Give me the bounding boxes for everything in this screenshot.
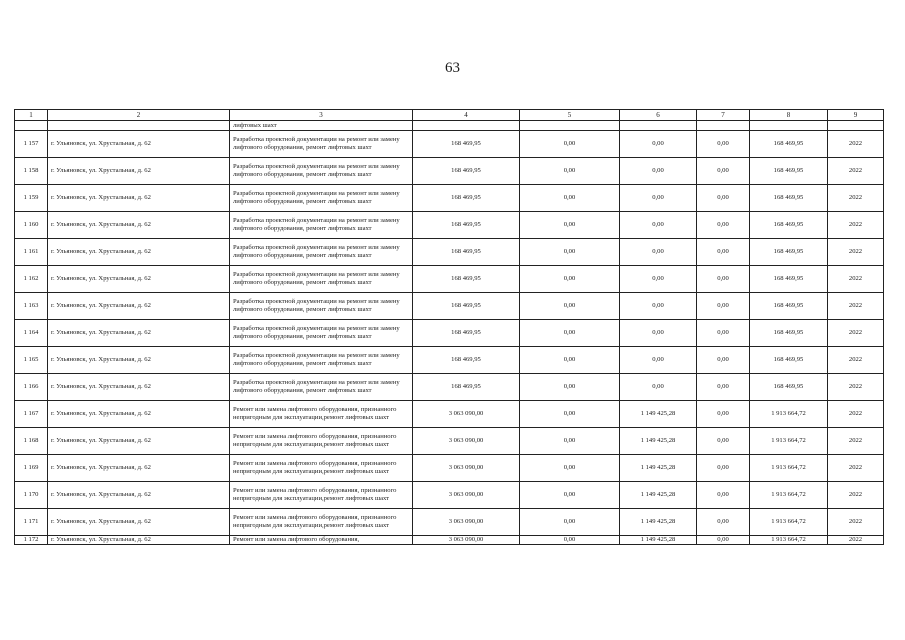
year-cell: 2022 [828, 509, 884, 536]
row-number: 1 172 [15, 536, 48, 545]
year-cell: 2022 [828, 401, 884, 428]
column-header: 7 [697, 110, 750, 121]
value-cell: 0,00 [697, 455, 750, 482]
work-description-cell: Разработка проектной документации на ремонт или замену лифтового оборудования, ремонт лифтовых шахт [230, 131, 413, 158]
value-cell: 1 913 664,72 [750, 509, 828, 536]
column-header: 1 [15, 110, 48, 121]
work-description-cell: Разработка проектной документации на ремонт или замену лифтового оборудования, ремонт лифтовых шахт [230, 320, 413, 347]
value-cell: 0,00 [520, 347, 620, 374]
year-cell: 2022 [828, 482, 884, 509]
total-cost-cell: 168 469,95 [413, 131, 520, 158]
total-cost-cell: 3 063 090,00 [413, 536, 520, 545]
total-cost-cell: 168 469,95 [413, 158, 520, 185]
page-number: 63 [445, 60, 460, 76]
year-cell: 2022 [828, 266, 884, 293]
value-cell: 0,00 [697, 185, 750, 212]
value-cell: 1 149 425,28 [620, 536, 697, 545]
year-cell: 2022 [828, 131, 884, 158]
column-number-header [15, 110, 884, 121]
address-cell: г. Ульяновск, ул. Хрустальная, д. 62 [48, 482, 230, 509]
address-cell: г. Ульяновск, ул. Хрустальная, д. 62 [48, 131, 230, 158]
year-cell: 2022 [828, 158, 884, 185]
table-row [15, 266, 884, 293]
work-description-cell: Ремонт или замена лифтового оборудования, признанного непригодным для эксплуатации,ремонт лифтовых шахт [230, 509, 413, 536]
value-cell: 0,00 [520, 428, 620, 455]
value-cell: 168 469,95 [750, 320, 828, 347]
value-cell: 0,00 [520, 374, 620, 401]
row-number: 1 170 [15, 482, 48, 509]
row-number: 1 164 [15, 320, 48, 347]
year-cell: 2022 [828, 293, 884, 320]
value-cell: 0,00 [697, 320, 750, 347]
table-row [15, 428, 884, 455]
value-cell: 0,00 [620, 320, 697, 347]
column-header: 8 [750, 110, 828, 121]
address-cell: г. Ульяновск, ул. Хрустальная, д. 62 [48, 293, 230, 320]
table-cell [620, 121, 697, 131]
work-description-cell: Ремонт или замена лифтового оборудования, признанного непригодным для эксплуатации,ремонт лифтовых шахт [230, 428, 413, 455]
address-cell: г. Ульяновск, ул. Хрустальная, д. 62 [48, 212, 230, 239]
column-header: 4 [413, 110, 520, 121]
work-description-cell: Разработка проектной документации на ремонт или замену лифтового оборудования, ремонт лифтовых шахт [230, 239, 413, 266]
year-cell: 2022 [828, 455, 884, 482]
value-cell: 168 469,95 [750, 293, 828, 320]
row-number: 1 159 [15, 185, 48, 212]
table-body [15, 121, 884, 545]
value-cell: 1 913 664,72 [750, 401, 828, 428]
total-cost-cell: 3 063 090,00 [413, 482, 520, 509]
value-cell: 0,00 [520, 320, 620, 347]
row-number: 1 166 [15, 374, 48, 401]
address-cell: г. Ульяновск, ул. Хрустальная, д. 62 [48, 455, 230, 482]
value-cell: 168 469,95 [750, 131, 828, 158]
row-number: 1 167 [15, 401, 48, 428]
address-cell: г. Ульяновск, ул. Хрустальная, д. 62 [48, 185, 230, 212]
value-cell: 168 469,95 [750, 185, 828, 212]
work-description-cell: Ремонт или замена лифтового оборудования, [230, 536, 413, 545]
value-cell: 1 149 425,28 [620, 455, 697, 482]
continuation-row [15, 121, 884, 131]
table-row [15, 482, 884, 509]
value-cell: 0,00 [520, 266, 620, 293]
value-cell: 0,00 [697, 536, 750, 545]
work-description-cell: Ремонт или замена лифтового оборудования, признанного непригодным для эксплуатации,ремонт лифтовых шахт [230, 401, 413, 428]
value-cell: 168 469,95 [750, 212, 828, 239]
total-cost-cell: 168 469,95 [413, 185, 520, 212]
work-description-cell: Разработка проектной документации на ремонт или замену лифтового оборудования, ремонт лифтовых шахт [230, 212, 413, 239]
value-cell: 0,00 [620, 239, 697, 266]
column-header: 3 [230, 110, 413, 121]
table-row [15, 455, 884, 482]
address-cell: г. Ульяновск, ул. Хрустальная, д. 62 [48, 536, 230, 545]
year-cell: 2022 [828, 374, 884, 401]
table-row [15, 293, 884, 320]
total-cost-cell: 168 469,95 [413, 293, 520, 320]
value-cell: 0,00 [697, 239, 750, 266]
address-cell: г. Ульяновск, ул. Хрустальная, д. 62 [48, 347, 230, 374]
address-cell: г. Ульяновск, ул. Хрустальная, д. 62 [48, 320, 230, 347]
address-cell: г. Ульяновск, ул. Хрустальная, д. 62 [48, 158, 230, 185]
table-cell [828, 121, 884, 131]
column-header: 9 [828, 110, 884, 121]
table-cell [697, 121, 750, 131]
row-number: 1 165 [15, 347, 48, 374]
row-number: 1 161 [15, 239, 48, 266]
work-description-cell: Ремонт или замена лифтового оборудования, признанного непригодным для эксплуатации,ремонт лифтовых шахт [230, 482, 413, 509]
value-cell: 0,00 [520, 482, 620, 509]
address-cell: г. Ульяновск, ул. Хрустальная, д. 62 [48, 266, 230, 293]
value-cell: 0,00 [620, 158, 697, 185]
table-row [15, 509, 884, 536]
value-cell: 1 149 425,28 [620, 401, 697, 428]
value-cell: 0,00 [620, 212, 697, 239]
row-number: 1 158 [15, 158, 48, 185]
value-cell: 0,00 [620, 131, 697, 158]
value-cell: 0,00 [520, 536, 620, 545]
value-cell: 0,00 [697, 509, 750, 536]
value-cell: 0,00 [620, 293, 697, 320]
address-cell: г. Ульяновск, ул. Хрустальная, д. 62 [48, 428, 230, 455]
value-cell: 0,00 [520, 185, 620, 212]
address-cell: г. Ульяновск, ул. Хрустальная, д. 62 [48, 374, 230, 401]
value-cell: 0,00 [697, 428, 750, 455]
work-description-cell: Разработка проектной документации на ремонт или замену лифтового оборудования, ремонт лифтовых шахт [230, 293, 413, 320]
year-cell: 2022 [828, 428, 884, 455]
value-cell: 1 913 664,72 [750, 428, 828, 455]
value-cell: 0,00 [520, 212, 620, 239]
total-cost-cell: 3 063 090,00 [413, 401, 520, 428]
value-cell: 0,00 [620, 374, 697, 401]
value-cell: 0,00 [697, 482, 750, 509]
row-number: 1 168 [15, 428, 48, 455]
value-cell: 0,00 [520, 509, 620, 536]
value-cell: 0,00 [697, 293, 750, 320]
table-row [15, 401, 884, 428]
value-cell: 0,00 [697, 131, 750, 158]
total-cost-cell: 168 469,95 [413, 347, 520, 374]
address-cell: г. Ульяновск, ул. Хрустальная, д. 62 [48, 239, 230, 266]
row-number: 1 171 [15, 509, 48, 536]
value-cell: 0,00 [520, 293, 620, 320]
total-cost-cell: 168 469,95 [413, 320, 520, 347]
value-cell: 168 469,95 [750, 158, 828, 185]
table-row [15, 320, 884, 347]
row-number: 1 169 [15, 455, 48, 482]
table-row [15, 536, 884, 545]
value-cell: 1 149 425,28 [620, 509, 697, 536]
total-cost-cell: 3 063 090,00 [413, 509, 520, 536]
total-cost-cell: 3 063 090,00 [413, 455, 520, 482]
row-number: 1 157 [15, 131, 48, 158]
total-cost-cell: 3 063 090,00 [413, 428, 520, 455]
value-cell: 0,00 [520, 401, 620, 428]
total-cost-cell: 168 469,95 [413, 266, 520, 293]
work-schedule-table [14, 109, 884, 545]
value-cell: 0,00 [520, 239, 620, 266]
table-cell [520, 121, 620, 131]
work-description-cell: Разработка проектной документации на ремонт или замену лифтового оборудования, ремонт лифтовых шахт [230, 347, 413, 374]
work-description-cell: Разработка проектной документации на ремонт или замену лифтового оборудования, ремонт лифтовых шахт [230, 374, 413, 401]
total-cost-cell: 168 469,95 [413, 374, 520, 401]
work-description-cell: Разработка проектной документации на ремонт или замену лифтового оборудования, ремонт лифтовых шахт [230, 266, 413, 293]
total-cost-cell: 168 469,95 [413, 239, 520, 266]
work-description-cell: Разработка проектной документации на ремонт или замену лифтового оборудования, ремонт лифтовых шахт [230, 185, 413, 212]
value-cell: 0,00 [697, 212, 750, 239]
year-cell: 2022 [828, 320, 884, 347]
table-row [15, 212, 884, 239]
table-cell [15, 121, 48, 131]
value-cell: 0,00 [520, 158, 620, 185]
table-row [15, 239, 884, 266]
value-cell: 168 469,95 [750, 239, 828, 266]
table-cell [413, 121, 520, 131]
value-cell: 0,00 [620, 185, 697, 212]
total-cost-cell: 168 469,95 [413, 212, 520, 239]
value-cell: 0,00 [697, 266, 750, 293]
value-cell: 0,00 [697, 158, 750, 185]
address-cell: г. Ульяновск, ул. Хрустальная, д. 62 [48, 401, 230, 428]
value-cell: 0,00 [697, 401, 750, 428]
continuation-text: лифтовых шахт [230, 121, 413, 131]
table-cell [750, 121, 828, 131]
value-cell: 0,00 [697, 347, 750, 374]
value-cell: 1 913 664,72 [750, 536, 828, 545]
table-row [15, 185, 884, 212]
row-number: 1 162 [15, 266, 48, 293]
year-cell: 2022 [828, 347, 884, 374]
value-cell: 1 149 425,28 [620, 482, 697, 509]
column-header: 2 [48, 110, 230, 121]
column-header: 5 [520, 110, 620, 121]
value-cell: 0,00 [620, 266, 697, 293]
table-row [15, 374, 884, 401]
table-cell [48, 121, 230, 131]
value-cell: 0,00 [697, 374, 750, 401]
work-description-cell: Ремонт или замена лифтового оборудования, признанного непригодным для эксплуатации,ремонт лифтовых шахт [230, 455, 413, 482]
row-number: 1 160 [15, 212, 48, 239]
table-row [15, 131, 884, 158]
value-cell: 168 469,95 [750, 347, 828, 374]
year-cell: 2022 [828, 239, 884, 266]
value-cell: 0,00 [520, 131, 620, 158]
value-cell: 168 469,95 [750, 374, 828, 401]
row-number: 1 163 [15, 293, 48, 320]
table-row [15, 158, 884, 185]
value-cell: 1 913 664,72 [750, 455, 828, 482]
value-cell: 1 149 425,28 [620, 428, 697, 455]
table-row [15, 347, 884, 374]
value-cell: 1 913 664,72 [750, 482, 828, 509]
column-header: 6 [620, 110, 697, 121]
value-cell: 168 469,95 [750, 266, 828, 293]
address-cell: г. Ульяновск, ул. Хрустальная, д. 62 [48, 509, 230, 536]
value-cell: 0,00 [520, 455, 620, 482]
year-cell: 2022 [828, 185, 884, 212]
work-description-cell: Разработка проектной документации на ремонт или замену лифтового оборудования, ремонт лифтовых шахт [230, 158, 413, 185]
year-cell: 2022 [828, 536, 884, 545]
year-cell: 2022 [828, 212, 884, 239]
value-cell: 0,00 [620, 347, 697, 374]
